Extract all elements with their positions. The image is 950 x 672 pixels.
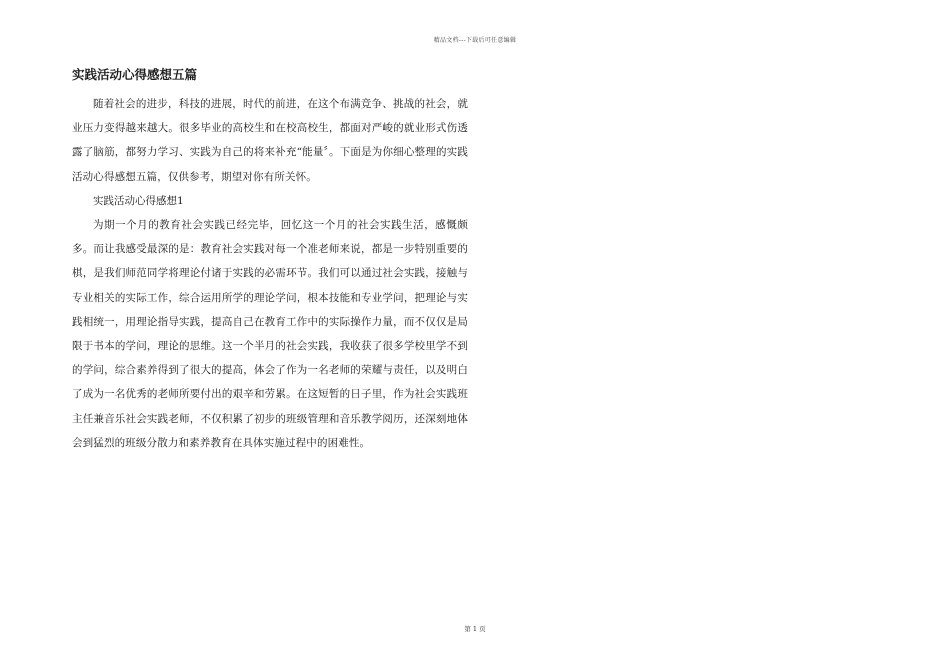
document-body xyxy=(72,66,468,455)
header-note: 精品文档---下载后可任意编辑 xyxy=(433,37,517,44)
section-heading: 实践活动心得感想1 xyxy=(93,194,184,207)
intro-paragraph: 随着社会的进步，科技的进展，时代的前进，在这个布满竞争、挑战的社会，就业压力变得越来越大。很多毕业的高校生和在校高校生，都面对严峻的就业形式伤透露了脑筋，都努力学习、实践为自己的将来补充“能量〞。下面是为你细心整理的实践活动心得感想五篇，仅供参考，期望对你有所关怀。 xyxy=(72,98,468,183)
section-paragraph: 为期一个月的教育社会实践已经完毕，回忆这一个月的社会实践生活，感慨颇多。而让我感受最深的是：教育社会实践对每一个准老师来说，都是一步特别重要的棋，是我们师范同学将理论付诸于实践的必需环节。我们可以通过社会实践，接触与专业相关的实际工作，综合运用所学的理论学问，根本技能和专业学问，把理论与实践相统一，用理论指导实践，提高自己在教育工作中的实际操作力量，而不仅仅是局限于书本的学问，理论的思维。这一个半月的社会实践，我收获了很多学校里学不到的学问，综合素养得到了很大的提高，体会了作为一名老师的荣耀与责任，以及明白了成为一名优秀的老师所要付出的艰辛和劳累。在这短暂的日子里，作为社会实践班主任兼音乐社会实践老师，不仅积累了初步的班级管理和音乐教学阅历，还深刻地体会到猛烈的班级分散力和素养教育在具体实施过程中的困难性。 xyxy=(72,219,468,449)
page-number: 第 1 页 xyxy=(464,625,486,633)
document-title: 实践活动心得感想五篇 xyxy=(72,67,198,82)
